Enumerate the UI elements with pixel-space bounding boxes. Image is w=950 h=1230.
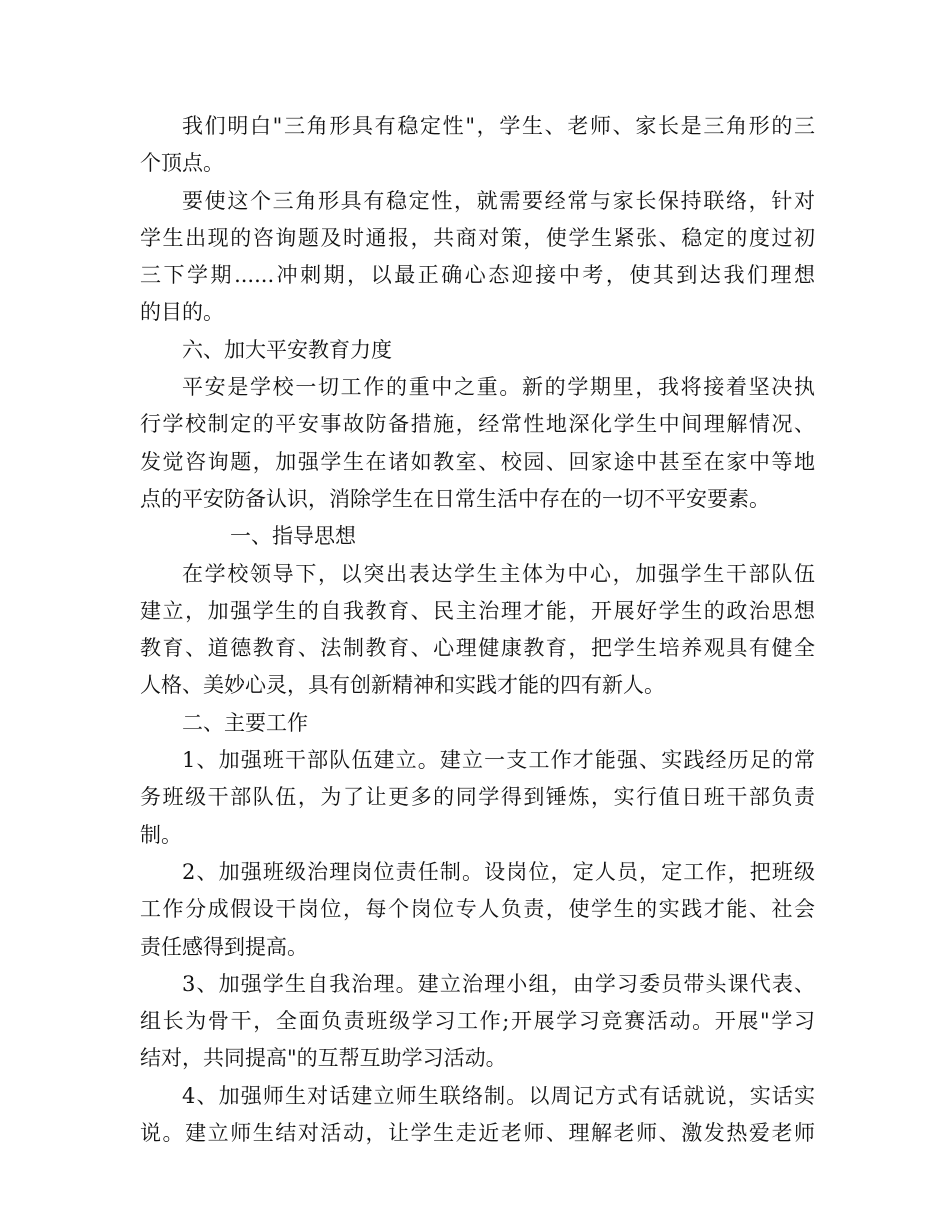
body-paragraph (140, 742, 815, 854)
paragraph-line: 结对，共同提高"的互帮互助学习活动。 (140, 1046, 507, 1071)
paragraph-line: 1、加强班干部队伍建立。建立一支工作才能强、实践经历足的常 (182, 748, 815, 773)
paragraph-line: 2、加强班级治理岗位责任制。设岗位，定人员，定工作，把班级 (182, 859, 815, 884)
paragraph-line: 行学校制定的平安事故防备措施，经常性地深化学生中间理解情况、 (140, 412, 815, 437)
paragraph-line: 发觉咨询题，加强学生在诸如教室、校园、回家途中甚至在家中等地 (140, 449, 815, 474)
body-paragraph (140, 369, 815, 518)
paragraph-line: 人格、美妙心灵，具有创新精神和实践才能的四有新人。 (140, 673, 665, 698)
paragraph-line: 组长为骨干，全面负责班级学习工作;开展学习竞赛活动。开展"学习 (140, 1009, 815, 1034)
paragraph-line: 要使这个三角形具有稳定性，就需要经常与家长保持联络，针对 (182, 188, 815, 213)
paragraph-line: 在学校领导下，以突出表达学生主体为中心，加强学生干部队伍 (182, 561, 815, 586)
paragraph-line: 3、加强学生自我治理。建立治理小组，由学习委员带头课代表、 (182, 971, 815, 996)
paragraph-line: 三下学期......冲刺期，以最正确心态迎接中考，使其到达我们理想 (140, 263, 815, 288)
paragraph-line: 务班级干部队伍，为了让更多的同学得到锤炼，实行值日班干部负责 (140, 785, 815, 810)
paragraph-line: 学生出现的咨询题及时通报，共商对策，使学生紧张、稳定的度过初 (140, 225, 815, 250)
paragraph-line: 教育、道德教育、法制教育、心理健康教育，把学生培养观具有健全 (140, 636, 815, 661)
paragraph-line: 工作分成假设干岗位，每个岗位专人负责，使学生的实践才能、社会 (140, 897, 815, 922)
section-heading: 一、指导思想 (230, 524, 356, 549)
section-heading: 二、主要工作 (182, 710, 308, 735)
body-paragraph (140, 1078, 815, 1153)
body-paragraph (140, 966, 815, 1078)
paragraph-line: 责任感得到提高。 (140, 934, 308, 959)
section-heading: 六、加大平安教育力度 (182, 337, 392, 362)
paragraph-line: 平安是学校一切工作的重中之重。新的学期里，我将接着坚决执 (182, 375, 815, 400)
body-paragraph (140, 854, 815, 966)
document-page (140, 108, 815, 1152)
body-paragraph (140, 556, 815, 705)
paragraph-line: 个顶点。 (140, 151, 224, 176)
body-paragraph (140, 183, 815, 332)
paragraph-line: 说。建立师生结对活动，让学生走近老师、理解老师、激发热爱老师 (140, 1121, 815, 1146)
paragraph-line: 4、加强师生对话建立师生联络制。以周记方式有话就说，实话实 (182, 1083, 815, 1108)
paragraph-line: 建立，加强学生的自我教育、民主治理才能，开展好学生的政治思想 (140, 598, 815, 623)
body-paragraph (140, 108, 815, 183)
paragraph-line: 我们明白"三角形具有稳定性"，学生、老师、家长是三角形的三 (182, 114, 815, 138)
paragraph-line: 制。 (140, 822, 182, 847)
paragraph-line: 的目的。 (140, 300, 224, 325)
paragraph-line: 点的平安防备认识，消除学生在日常生活中存在的一切不平安要素。 (140, 486, 770, 511)
